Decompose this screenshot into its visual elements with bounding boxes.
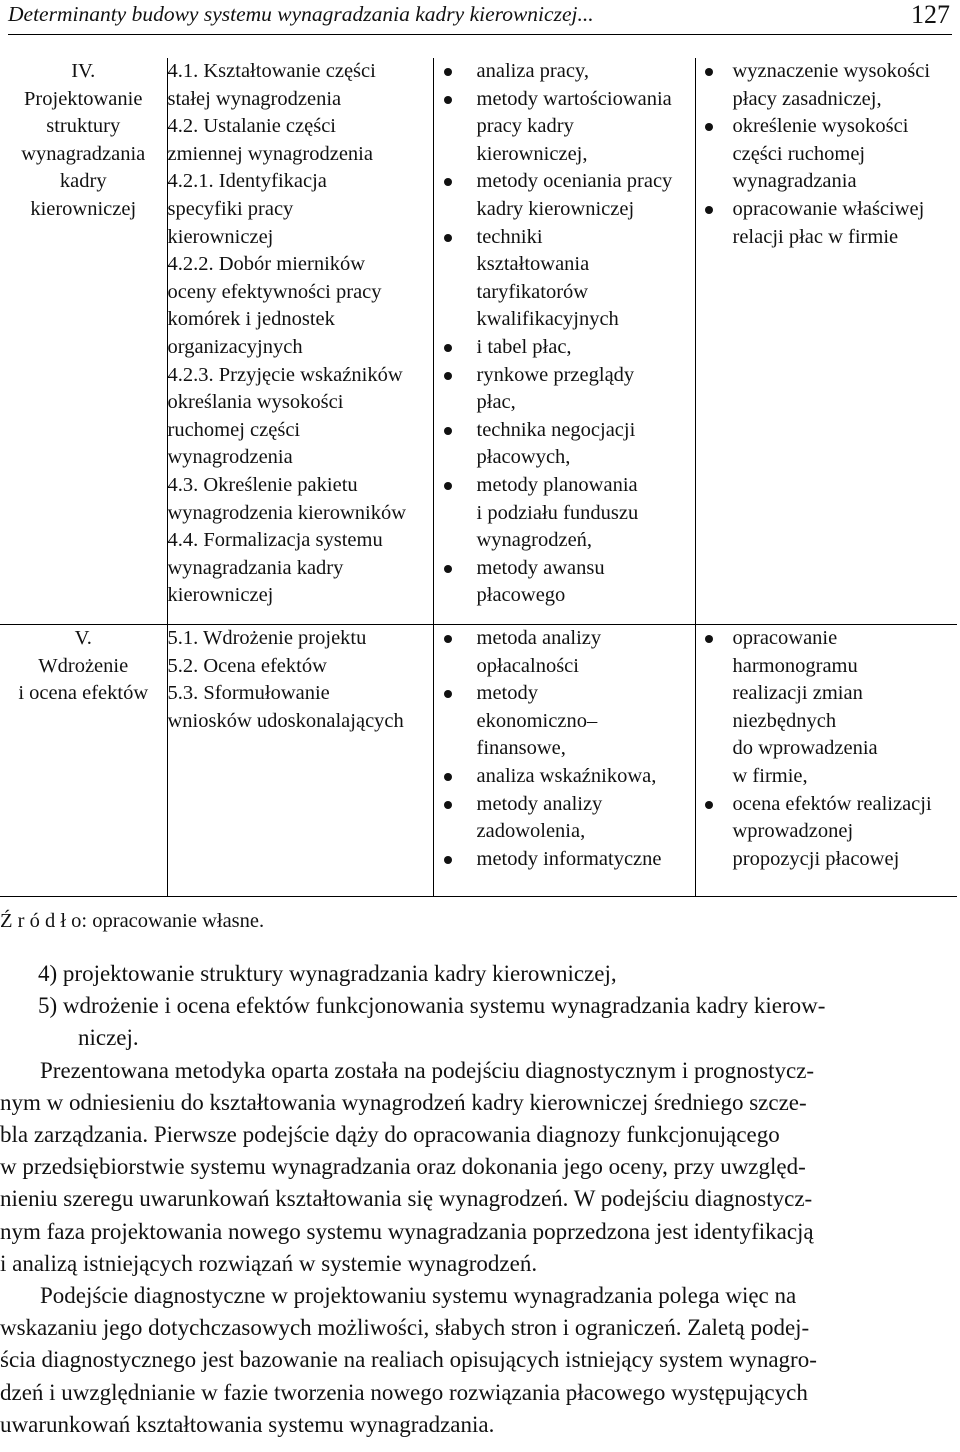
- list-item-4: 4) projektowanie struktury wynagradzania kadry kierowniczej,: [38, 961, 617, 986]
- list-item-line: realizacji zmian: [732, 682, 863, 705]
- paragraph-line: Podejście diagnostyczne w projektowaniu systemu wynagradzania polega więc na: [40, 1283, 797, 1309]
- step-line: zmiennej wynagrodzenia: [167, 142, 373, 165]
- step-line: 5.2. Ocena efektów: [167, 654, 327, 677]
- methods-list: [434, 58, 695, 610]
- list-item: [733, 625, 954, 791]
- list-item-line: metody planowania: [476, 473, 638, 496]
- list-item: [477, 334, 691, 362]
- list-item-line: określenie wysokości: [732, 115, 909, 138]
- stage-line: Projektowanie: [24, 87, 143, 110]
- step-line: specyfiki pracy: [167, 197, 294, 220]
- step-line: 4.4. Formalizacja systemu: [167, 529, 383, 552]
- paragraph-line: nym faza projektowania nowego systemu wynagradzania poprzedzona jest identyfikacją: [0, 1218, 814, 1244]
- paragraph-line: ścia diagnostycznego jest bazowanie na realiach opisujących istniejący system wynagro-: [0, 1347, 817, 1373]
- outcomes-cell: [695, 625, 957, 897]
- outcomes-list: [696, 625, 958, 873]
- step-line: wynagrodzenia kierowników: [167, 501, 407, 524]
- list-item-5-continuation: niczej.: [78, 1025, 139, 1051]
- paragraph-line: i analizą istniejących rozwiązań w systemie wynagrodzeń.: [0, 1250, 538, 1276]
- list-item-line: części ruchomej: [732, 142, 866, 165]
- steps-cell: [167, 58, 433, 625]
- list-item: [477, 846, 691, 874]
- list-item: [477, 680, 691, 763]
- list-item-line: relacji płac w firmie: [732, 225, 899, 248]
- list-item-line: finansowe,: [476, 737, 566, 760]
- list-item-line: metody wartościowania: [476, 87, 672, 110]
- list-item-line: ocena efektów realizacji: [732, 792, 932, 815]
- list-item-line: techniki: [476, 225, 543, 248]
- list-item-line: wprowadzonej: [732, 820, 854, 843]
- list-item-line: propozycji płacowej: [732, 847, 900, 870]
- methodology-table: [0, 58, 957, 897]
- paragraph-line: nym w odniesieniu do kształtowania wynagrodzeń kadry kierowniczej średniego szcze-: [0, 1089, 807, 1115]
- list-item-line: metoda analizy: [476, 627, 602, 649]
- table-row: [0, 58, 957, 625]
- step-line: 4.2. Ustalanie części: [167, 115, 336, 138]
- list-item-line: metody oceniania pracy: [476, 170, 673, 193]
- paragraph-line: wskazaniu jego dotychczasowych możliwości, słabych stron i ograniczeń. Zaletą podej-: [0, 1315, 810, 1341]
- list-item-line: kierowniczej,: [476, 142, 588, 165]
- list-item: [477, 763, 691, 791]
- paragraph-line: w przedsiębiorstwie systemu wynagradzania oraz dokonania jego oceny, przy uwzględ-: [0, 1154, 806, 1180]
- step-line: wniosków udoskonalających: [167, 709, 404, 732]
- list-item: [477, 417, 691, 472]
- methods-list: [434, 625, 695, 873]
- step-line: 4.2.1. Identyfikacja: [167, 170, 327, 193]
- list-item-line: harmonogramu: [732, 654, 858, 677]
- stage-line: struktury: [46, 115, 121, 138]
- list-item-line: metody analizy: [476, 792, 603, 815]
- step-line: kierowniczej: [167, 584, 274, 607]
- source-note: Ź r ó d ł o: opracowanie własne.: [0, 910, 265, 932]
- methods-cell: [433, 58, 695, 625]
- step-line: określania wysokości: [167, 391, 344, 414]
- list-item-line: opracowanie właściwej: [732, 197, 925, 220]
- stage-cell: [0, 58, 167, 625]
- list-item: [477, 472, 691, 555]
- list-item-line: i tabel płac,: [476, 335, 572, 358]
- list-item-line: płacowych,: [476, 446, 571, 469]
- list-item: [477, 224, 691, 334]
- step-line: 4.2.3. Przyjęcie wskaźników: [167, 363, 403, 386]
- step-line: kierowniczej: [167, 225, 274, 248]
- list-item: [477, 555, 691, 610]
- paragraph-line: dzeń i uwzględnianie w fazie tworzenia nowego rozwiązania płacowego występujących: [0, 1379, 808, 1405]
- list-item: [477, 168, 691, 223]
- paragraph-line: uwarunkowań kształtowania systemu wynagradzania.: [0, 1411, 495, 1437]
- page-number: 127: [911, 0, 950, 29]
- stage-line: wynagradzania: [21, 142, 146, 165]
- stage-line: i ocena efektów: [18, 682, 149, 705]
- stage-line: kierowniczej: [30, 197, 137, 220]
- running-header: [8, 0, 952, 35]
- stage-line: Wdrożenie: [38, 654, 129, 677]
- stage-line: IV.: [71, 60, 96, 82]
- list-item: [733, 58, 954, 113]
- step-line: komórek i jednostek: [167, 308, 335, 331]
- list-item-5: 5) wdrożenie i ocena efektów funkcjonowania systemu wynagradzania kadry kierow-: [38, 993, 826, 1019]
- steps-cell: [167, 625, 433, 897]
- list-item: [477, 58, 691, 86]
- outcomes-cell: [695, 58, 957, 625]
- list-item-line: rynkowe przeglądy: [476, 363, 635, 386]
- running-title: Determinanty budowy systemu wynagradzania kadry kierowniczej...: [8, 2, 594, 26]
- stage-cell: [0, 625, 167, 897]
- list-item-line: taryfikatorów: [476, 280, 589, 303]
- list-item-line: metody awansu: [476, 556, 605, 579]
- paragraph-line: Prezentowana metodyka oparta została na podejściu diagnostycznym i prognostycz-: [40, 1057, 815, 1083]
- list-item-line: i podziału funduszu: [476, 501, 639, 524]
- step-line: organizacyjnych: [167, 335, 303, 358]
- step-line: 5.1. Wdrożenie projektu: [167, 627, 367, 649]
- list-item-line: wynagrodzeń,: [476, 529, 593, 552]
- paragraph-1: [0, 1055, 958, 1280]
- list-item: [733, 113, 954, 196]
- list-item-line: kadry kierowniczej: [476, 197, 635, 220]
- list-item-line: płacy zasadniczej,: [732, 87, 882, 110]
- step-line: wynagradzania kadry: [167, 556, 344, 579]
- list-item-line: opłacalności: [476, 654, 579, 677]
- list-item-line: płac,: [476, 391, 516, 414]
- list-item-line: ekonomiczno–: [476, 709, 598, 732]
- body-text: [0, 958, 958, 1441]
- list-item: [477, 791, 691, 846]
- list-item-line: w firmie,: [732, 764, 808, 787]
- list-item-line: zadowolenia,: [476, 820, 586, 843]
- paragraph-2: [0, 1280, 958, 1441]
- list-item-line: pracy kadry: [476, 115, 574, 138]
- list-item-line: analiza wskaźnikowa,: [476, 764, 657, 787]
- list-item-line: technika negocjacji: [476, 418, 636, 441]
- paragraph-line: nieniu szeregu uwarunkowań kształtowania się wynagrodzeń. W podejściu diagnostycz-: [0, 1186, 813, 1212]
- step-line: 4.1. Kształtowanie części: [167, 60, 376, 82]
- list-item: [477, 362, 691, 417]
- list-item-line: wyznaczenie wysokości: [732, 60, 931, 82]
- list-item-line: wynagradzania: [732, 170, 857, 193]
- list-item: [733, 196, 954, 251]
- stage-line: kadry: [59, 170, 107, 193]
- step-line: 4.3. Określenie pakietu: [167, 473, 358, 496]
- step-line: wynagrodzenia: [167, 446, 293, 469]
- list-item-line: metody informatyczne: [476, 847, 662, 870]
- methods-cell: [433, 625, 695, 897]
- outcomes-list: [696, 58, 958, 251]
- list-item-line: metody: [476, 682, 538, 705]
- list-item: [477, 625, 691, 680]
- step-line: stałej wynagrodzenia: [167, 87, 342, 110]
- step-line: oceny efektywności pracy: [167, 280, 382, 303]
- paragraph-line: bla zarządzania. Pierwsze podejście dąży do opracowania diagnozy funkcjonującego: [0, 1122, 780, 1148]
- table-row: [0, 625, 957, 897]
- list-item-line: płacowego: [476, 584, 566, 607]
- list-item-line: kształtowania: [476, 253, 590, 276]
- step-line: 5.3. Sformułowanie: [167, 682, 330, 705]
- step-line: 4.2.2. Dobór mierników: [167, 253, 366, 276]
- list-item-line: do wprowadzenia: [732, 737, 878, 760]
- list-item-line: opracowanie: [732, 627, 838, 649]
- list-item-line: kwalifikacyjnych: [476, 308, 619, 331]
- list-item: [733, 791, 954, 874]
- stage-line: V.: [74, 627, 92, 649]
- step-line: ruchomej części: [167, 418, 301, 441]
- list-item-line: niezbędnych: [732, 709, 837, 732]
- list-item: [477, 86, 691, 169]
- list-item-line: analiza pracy,: [476, 60, 589, 82]
